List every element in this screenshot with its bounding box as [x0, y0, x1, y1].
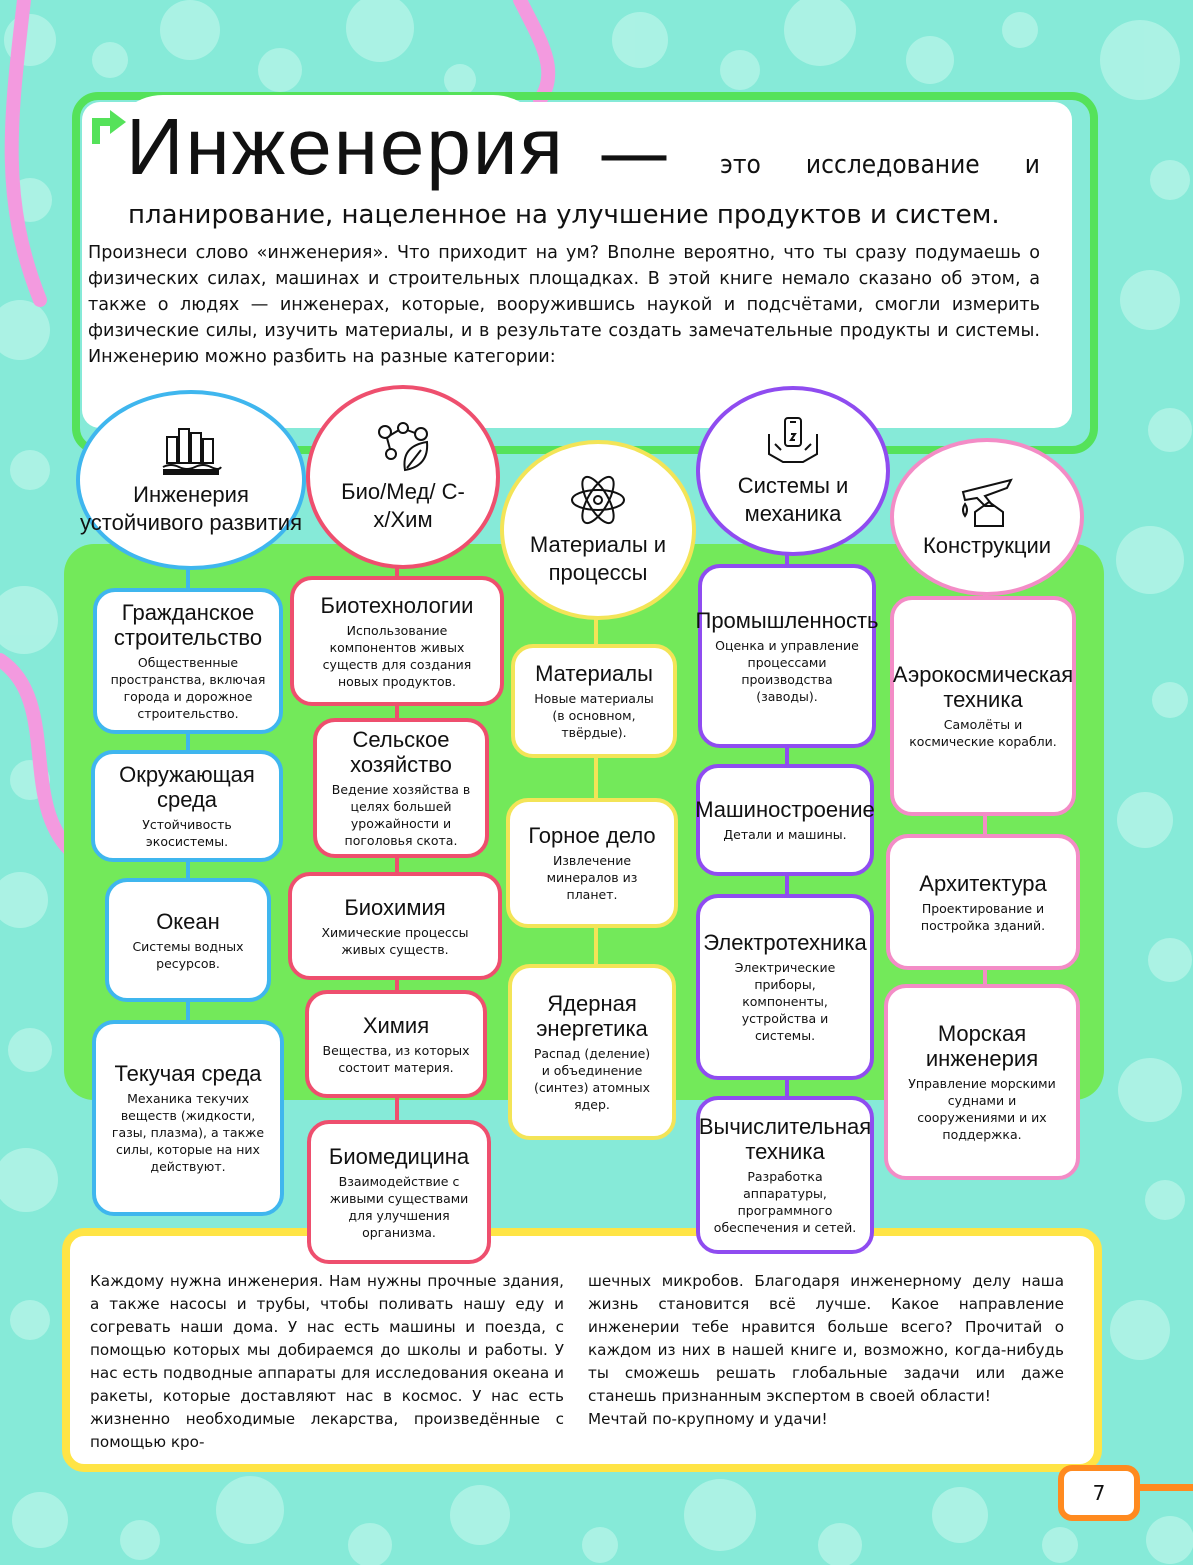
molecule-leaf-icon [371, 420, 435, 474]
item-title: Окружающая среда [119, 762, 255, 812]
item-industry[interactable] [695, 564, 879, 748]
definition-line-1: это исследование и [720, 150, 1040, 180]
category-materials[interactable] [500, 440, 696, 620]
item-biochemistry[interactable] [288, 872, 502, 980]
item-description: Химические процессы живых существ. [321, 924, 469, 957]
item-marine[interactable] [884, 984, 1080, 1180]
title-dash: — [598, 111, 670, 195]
page-number-line [1132, 1484, 1193, 1491]
category-title: Инженерия устойчивого развития [80, 482, 302, 535]
item-title: Океан [156, 908, 220, 934]
item-description: Устойчивость экосистемы. [142, 817, 232, 849]
item-title: Биотехнологии [320, 592, 474, 618]
plane-house-icon [955, 474, 1019, 528]
item-title: Гражданское строительство [113, 600, 263, 650]
category-bio[interactable] [306, 385, 500, 569]
item-description: Общественные пространства, включая города и дорожное строительство. [110, 655, 266, 721]
category-sustainable[interactable] [76, 390, 306, 570]
summary-text: шечных микробов. Благодаря инженерному делу наша жизнь становится всё лучше. Какое направление инженерии тебе нравится больше всего? Прочитай о каждом из них в нашей книге и, возможно, когда-нибудь ты сможешь решать глобальные задачи или даже станешь признанным экспертом в своей области! [588, 1272, 1064, 1405]
item-title: Вычислительная техника [698, 1114, 872, 1164]
item-title: Электротехника [703, 930, 867, 955]
intro-paragraph: Произнеси слово «инженерия». Что приходит на ум? Вполне вероятно, что ты сразу подумаешь о физических силах, машинах и строительных площадках. В этой книге немало сказано об этом, а также о людях — инженерах, которые, вооружившись наукой и подсчётами, смогли измерить физические силы, изучить материалы, и в результате создать замечательные продукты и системы. Инженерию можно разбить на разные категории: [88, 243, 1040, 367]
item-title: Промышленность [695, 607, 879, 633]
item-title: Химия [362, 1012, 430, 1038]
item-description: Взаимодействие с живыми существами для улучшения организма. [329, 1173, 469, 1240]
item-title: Машиностроение [695, 797, 875, 822]
summary-column-2 [588, 1270, 1064, 1431]
item-title: Сельское хозяйство [350, 727, 452, 777]
category-title: Системы и механика [737, 473, 849, 526]
item-description: Детали и машины. [723, 827, 847, 842]
item-title: Текучая среда [114, 1061, 262, 1086]
item-description: Вещества, из которых состоит материя. [322, 1042, 470, 1075]
page-number: 7 [1058, 1465, 1140, 1521]
item-civil-engineering[interactable] [93, 588, 283, 734]
item-environment[interactable] [91, 750, 283, 862]
page-title: Инженерия [126, 102, 565, 191]
item-materials[interactable] [511, 644, 677, 758]
item-agriculture[interactable] [313, 718, 489, 858]
item-title: Ядерная энергетика [536, 991, 648, 1041]
item-description: Механика текучих веществ (жидкости, газы, плазма), а также силы, которые на них действуют. [111, 1091, 265, 1174]
item-description: Управление морскими суднами и сооружениями и их поддержка. [908, 1076, 1056, 1142]
item-description: Новые материалы (в основном, твёрдые). [534, 691, 654, 740]
item-title: Биохимия [344, 894, 446, 920]
item-mechanical[interactable] [696, 764, 874, 876]
item-title: Биомедицина [328, 1143, 470, 1169]
item-computing[interactable] [696, 1096, 874, 1254]
item-ocean[interactable] [105, 878, 271, 1002]
category-constructions[interactable] [890, 438, 1084, 596]
item-description: Разработка аппаратуры, программного обеспечения и сетей. [713, 1169, 857, 1235]
item-description: Распад (деление) и объединение (синтез) атомных ядер. [533, 1046, 651, 1112]
item-description: Ведение хозяйства в целях большей урожайности и поголовья скота. [331, 782, 471, 848]
item-title: Горное дело [528, 823, 656, 848]
item-electrical[interactable] [696, 894, 874, 1080]
item-biotech[interactable] [290, 576, 504, 706]
item-architecture[interactable] [886, 834, 1080, 970]
arrow-icon [90, 108, 130, 148]
item-aerospace[interactable] [890, 596, 1076, 816]
item-nuclear[interactable] [508, 964, 676, 1140]
item-description: Использование компонентов живых существ для создания новых продуктов. [322, 622, 472, 689]
summary-column-1: Каждому нужна инженерия. Нам нужны прочные здания, а также насосы и трубы, чтобы поливать нашу еду и согревать наши дома. У нас есть машины и поезда, с помощью которых мы добираемся до школы и работы. У нас есть подводные аппараты для исследования океана и ракеты, которые доставляют нас в космос. У нас есть жизненно необходимые лекарства, произведённые с помощью кро- [90, 1272, 564, 1451]
item-description: Электрические приборы, компоненты, устройства и системы. [734, 960, 836, 1043]
item-description: Системы водных ресурсов. [132, 938, 244, 971]
category-systems[interactable] [696, 386, 890, 556]
definition-line-2: планирование, нацеленное на улучшение продуктов и систем. [128, 200, 1000, 230]
category-title: Конструкции [922, 533, 1052, 558]
item-title: Материалы [535, 661, 653, 686]
item-title: Аэрокосмическая техника [892, 662, 1074, 712]
category-title: Материалы и процессы [529, 532, 667, 585]
item-fluid[interactable] [92, 1020, 284, 1216]
category-title: Био/Мед/ С-х/Хим [341, 479, 465, 532]
phone-hands-icon [761, 414, 825, 468]
item-description: Самолёты и космические корабли. [909, 717, 1057, 749]
atom-icon [566, 473, 630, 527]
item-chemistry[interactable] [305, 990, 487, 1098]
city-icon [159, 423, 223, 477]
item-biomedicine[interactable] [307, 1120, 491, 1264]
item-mining[interactable] [506, 798, 678, 928]
item-description: Оценка и управление процессами производства (заводы). [715, 637, 859, 704]
summary-closing: Мечтай по-крупному и удачи! [588, 1410, 828, 1428]
item-description: Проектирование и постройка зданий. [920, 900, 1046, 933]
item-description: Извлечение минералов из планет. [546, 853, 638, 902]
item-title: Архитектура [919, 870, 1047, 896]
item-title: Морская инженерия [925, 1021, 1039, 1071]
